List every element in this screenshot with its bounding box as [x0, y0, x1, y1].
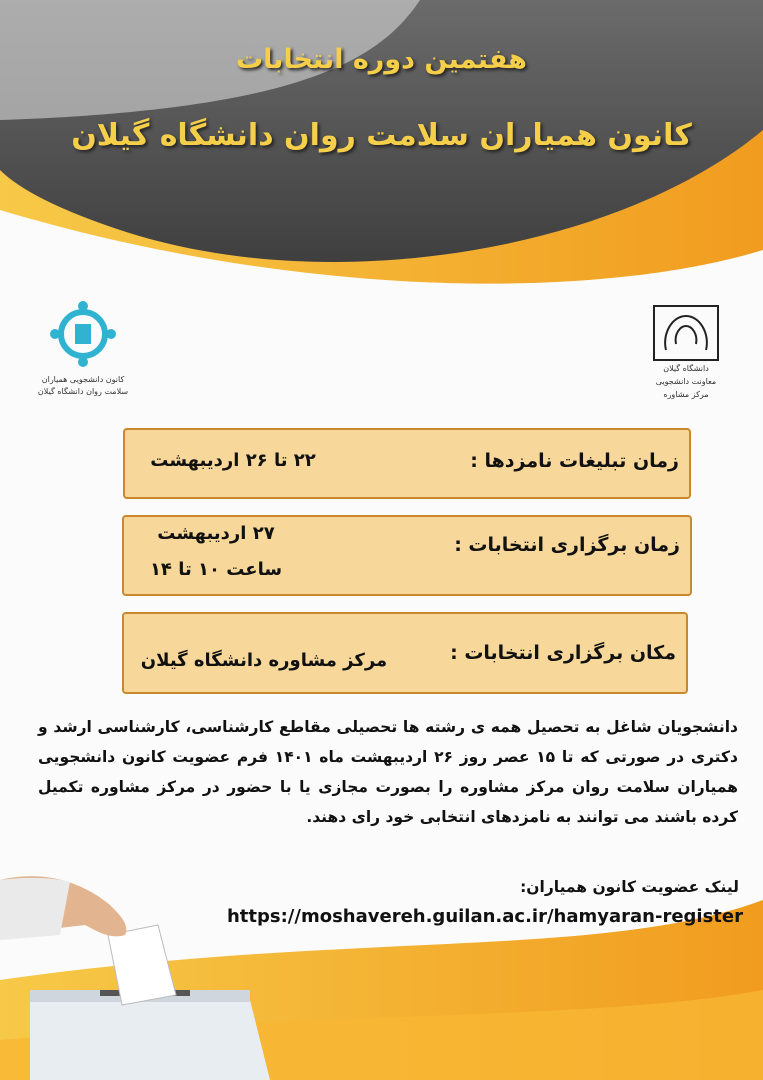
title-line-1: هفتمین دوره انتخابات	[236, 44, 527, 75]
election-location-value: مرکز مشاوره دانشگاه گیلان	[140, 650, 388, 671]
membership-link-label: لینک عضویت کانون همیاران:	[520, 878, 739, 896]
hamyaran-logo-icon	[28, 296, 138, 371]
guilan-university-logo	[636, 304, 736, 414]
right-logo-caption-3: مرکز مشاوره	[663, 390, 709, 399]
election-hours-value: ساعت ۱۰ تا ۱۴	[149, 559, 283, 580]
hamyaran-logo	[28, 296, 138, 406]
university-emblem-icon	[636, 304, 736, 362]
right-logo-caption-1: دانشگاه گیلان	[663, 364, 709, 373]
election-location-box	[122, 612, 688, 694]
campaign-time-label: زمان تبلیغات نامزدها :	[470, 450, 679, 472]
election-time-box	[122, 515, 692, 596]
title-line-2: کانون همیاران سلامت روان دانشگاه گیلان	[71, 118, 692, 153]
election-date-value: ۲۷ اردیبهشت	[157, 523, 275, 544]
left-logo-caption-2: سلامت روان دانشگاه گیلان	[37, 387, 129, 396]
campaign-time-box	[123, 428, 691, 499]
election-time-label: زمان برگزاری انتخابات :	[454, 534, 680, 556]
eligibility-text: دانشجویان شاغل به تحصیل همه ی رشته ها تحصیلی مقاطع کارشناسی، کارشناسی ارشد و دکتری در صورتی که تا ۱۵ عصر روز ۲۶ اردیبهشت ماه ۱۴۰۱ فرم عضویت کانون دانشجویی همیاران سلامت روان مرکز مشاوره را بصورت مجازی یا با حضور در مرکز مشاوره تکمیل کرده باشند می توانند به نامزدهای انتخابی خود رای دهند.	[38, 718, 738, 826]
left-logo-caption-1: کانون دانشجویی همیاران	[41, 375, 125, 384]
membership-link-url[interactable]: https://moshavereh.guilan.ac.ir/hamyaran-register	[226, 906, 743, 927]
election-location-label: مکان برگزاری انتخابات :	[450, 642, 676, 664]
campaign-time-value: ۲۲ تا ۲۶ اردیبهشت	[150, 450, 316, 471]
right-logo-caption-2: معاونت دانشجویی	[655, 377, 717, 386]
